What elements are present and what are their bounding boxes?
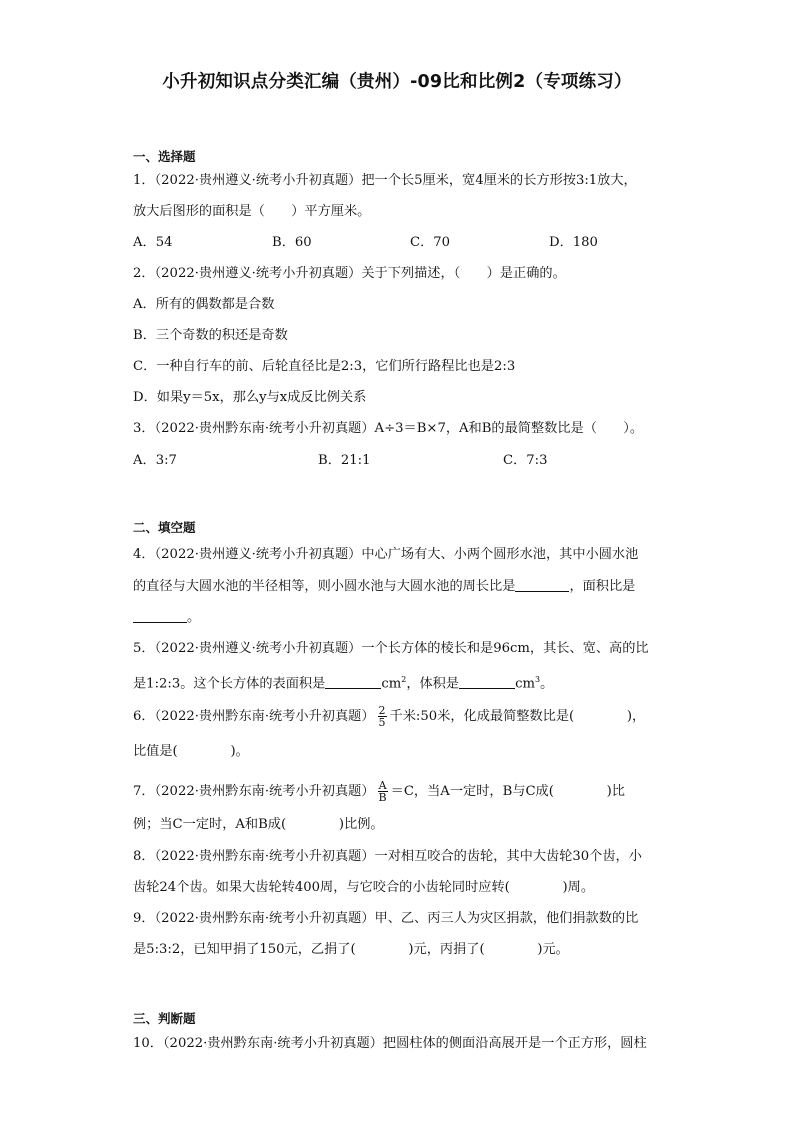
question-6-line-1 xyxy=(133,705,645,728)
fraction xyxy=(378,705,387,728)
question-3-option-c: C．7:3 xyxy=(503,453,548,468)
question-1-option-b: B．60 xyxy=(272,235,312,250)
answer-blank[interactable] xyxy=(459,674,515,689)
question-7-suffix: ＝C，当A一定时，B与C成( )比 xyxy=(390,784,625,799)
question-5-unit-volume: cm xyxy=(515,676,535,692)
question-2-option-c: C．一种自行车的前、后轮直径比是2:3，它们所行路程比也是2:3 xyxy=(133,359,516,374)
question-5-text-a: 是1:2:3。这个长方体的表面积是 xyxy=(133,676,326,692)
question-9-line-1: 9．（2022·贵州黔东南·统考小升初真题）甲、乙、丙三人为灾区捐款，他们捐款数的比 xyxy=(133,911,639,926)
document-title: 小升初知识点分类汇编（贵州）-09比和比例2（专项练习） xyxy=(162,72,632,92)
fraction-numerator: A xyxy=(378,779,387,792)
question-3-line-1: 3．（2022·贵州黔东南·统考小升初真题）A÷3＝B×7，A和B的最简整数比是（ ）。 xyxy=(133,421,644,436)
question-8-line-2: 齿轮24个齿。如果大齿轮转400周，与它咬合的小齿轮同时应转( )周。 xyxy=(133,880,595,895)
question-7-prefix: 7．（2022·贵州黔东南·统考小升初真题） xyxy=(133,784,375,799)
superscript-3: 3 xyxy=(534,675,541,684)
question-8-line-1: 8．（2022·贵州黔东南·统考小升初真题）一对相互咬合的齿轮，其中大齿轮30个齿，小 xyxy=(133,849,642,864)
question-4-line-1: 4．（2022·贵州遵义·统考小升初真题）中心广场有大、小两个圆形水池，其中小圆水池 xyxy=(133,547,639,562)
question-4-text-b: ，面积比是 xyxy=(569,579,636,594)
question-1-option-d: D．180 xyxy=(549,235,598,250)
question-3-option-b: B．21:1 xyxy=(318,453,371,468)
question-10-line-1: 10．（2022·贵州黔东南·统考小升初真题）把圆柱体的侧面沿高展开是一个正方形，圆柱 xyxy=(133,1036,647,1051)
question-5-text-e: 。 xyxy=(540,676,554,692)
answer-blank[interactable] xyxy=(515,577,569,592)
question-7-line-1 xyxy=(133,780,625,803)
question-5-line-2 xyxy=(133,671,553,693)
question-2-option-a: A．所有的偶数都是合数 xyxy=(133,297,275,312)
question-1-option-a: A．54 xyxy=(133,235,173,250)
question-1-option-c: C．70 xyxy=(410,235,451,250)
fraction xyxy=(378,780,388,803)
question-3-option-a: A．3:7 xyxy=(133,453,177,468)
question-4-line-2 xyxy=(133,577,635,596)
section-heading-fill-blank: 二、填空题 xyxy=(133,520,196,535)
question-2-line-1: 2．（2022·贵州遵义·统考小升初真题）关于下列描述，（ ）是正确的。 xyxy=(133,266,566,281)
question-4-text-a: 的直径与大圆水池的半径相等，则小圆水池与大圆水池的周长比是 xyxy=(133,579,516,594)
question-2-option-b: B．三个奇数的积还是奇数 xyxy=(133,328,288,343)
question-4-text-c: 。 xyxy=(187,610,201,625)
question-2-option-d: D．如果y＝5x，那么y与x成反比例关系 xyxy=(133,390,367,405)
question-4-line-3 xyxy=(133,608,200,627)
fraction-denominator: B xyxy=(378,791,387,804)
section-heading-judgement: 三、判断题 xyxy=(133,1011,196,1026)
question-6-line-2: 比值是( )。 xyxy=(133,744,249,759)
question-6-prefix: 6．（2022·贵州黔东南·统考小升初真题） xyxy=(133,709,375,724)
question-5-line-1: 5．（2022·贵州遵义·统考小升初真题）一个长方体的棱长和是96cm，其长、宽、高的比 xyxy=(133,641,649,656)
question-7-line-2: 例；当C一定时，A和B成( )比例。 xyxy=(133,817,384,832)
question-5-unit-area: cm xyxy=(381,676,402,692)
answer-blank[interactable] xyxy=(133,608,187,623)
question-5-text-c: ，体积是 xyxy=(406,676,460,692)
fraction-numerator: 2 xyxy=(378,704,386,717)
answer-blank[interactable] xyxy=(325,674,381,689)
superscript-2: 2 xyxy=(401,675,407,684)
section-heading-choice: 一、选择题 xyxy=(133,149,196,164)
question-9-line-2: 是5:3:2，已知甲捐了150元，乙捐了( )元，丙捐了( )元。 xyxy=(133,942,569,957)
question-1-line-1: 1．（2022·贵州遵义·统考小升初真题）把一个长5厘米，宽4厘米的长方形按3:1放大， xyxy=(133,173,637,188)
question-6-suffix: 千米:50米，化成最简整数比是( )， xyxy=(389,709,646,724)
question-1-line-2: 放大后图形的面积是（ ）平方厘米。 xyxy=(133,204,371,219)
fraction-denominator: 5 xyxy=(378,716,386,729)
